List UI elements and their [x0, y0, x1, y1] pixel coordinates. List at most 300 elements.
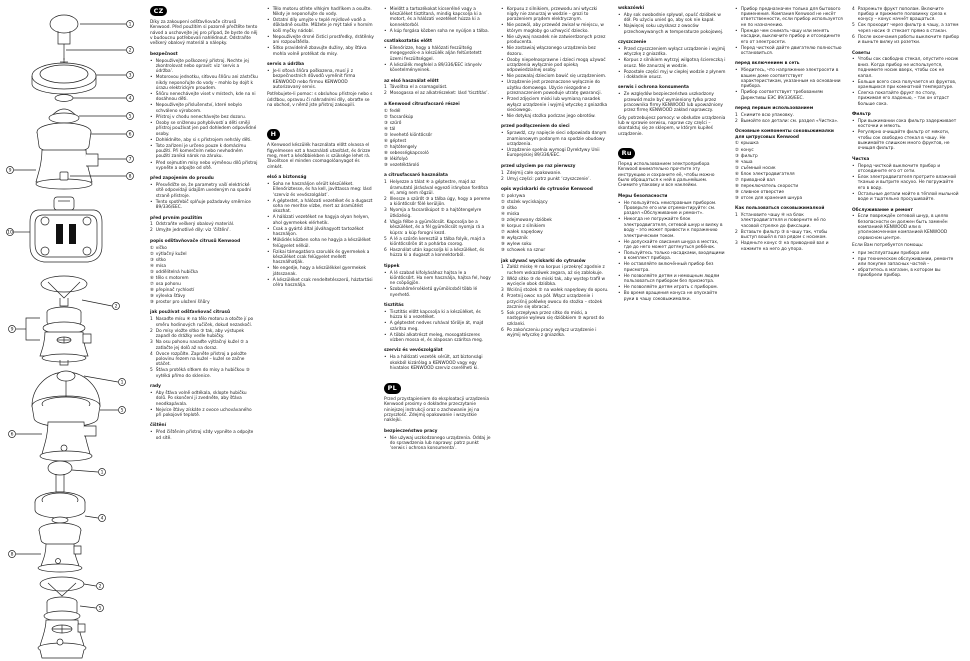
list-item-text: Прибор соответствует требованиям Директивы ЕЭС 89/336/EEC. [740, 90, 823, 101]
callout-number: 10 [7, 230, 13, 236]
list-item-text: Ne engedje, hogy a készülékkel gyermekek játsszanak. [272, 266, 366, 277]
list-item [501, 58, 609, 74]
list-marker: 6 [384, 248, 387, 254]
list-item [150, 329, 258, 340]
section-heading: popis odšťavňovače citrusů Kenwood [150, 238, 241, 244]
list-item [501, 294, 609, 310]
list-marker: • [618, 262, 621, 268]
manual-list [384, 109, 492, 169]
list-marker: 1 [150, 317, 153, 323]
list-item [735, 29, 843, 45]
list-marker: ⑩ [150, 300, 154, 306]
list-item-text: Szobahőmérsékletű gyümölcsből több lé nyerhető. [389, 287, 478, 298]
list-marker: • [852, 191, 855, 197]
list-item [384, 145, 492, 150]
list-item-text: sitko [506, 205, 517, 211]
list-item-text: Przed zdjęciem miski lub wymianą nasadek wyłącz urządzenie i wyjmij wtyczkę z gniazdka sieciowego. [506, 97, 608, 113]
list-item [384, 139, 492, 144]
list-item-text: Po zakończeniu pracy wyłącz urządzenie i wyjmij wtyczkę z gniazdka. [506, 327, 597, 339]
list-item [150, 103, 258, 114]
list-item-text: fedél [389, 108, 401, 114]
list-item-text: съёмный носик [740, 165, 776, 171]
list-marker: 6 [852, 34, 855, 40]
list-item [384, 91, 492, 96]
list-item-text: Umyj części: patrz punkt ‘czyszczenie’. [506, 176, 591, 182]
section-heading: przed podłączeniem do sieci [501, 124, 570, 130]
list-item [501, 23, 609, 34]
list-item-text: Urządzenie spełnia wymogi Dyrektywy Unii Europejskiej 89/336/EEC. [506, 148, 600, 159]
list-item-text: Nyomja a facsarókúpot ② a hajtótengelyre ütközésig. [389, 208, 482, 219]
list-item [735, 141, 843, 146]
section-heading: bezpečnost [150, 51, 178, 57]
list-item-text: Перед чисткой дайте двигателю полностью остановиться. [740, 45, 842, 56]
list-marker: ⑨ [735, 189, 739, 195]
list-marker: ⑦ [501, 230, 505, 236]
callout-number: 1 [120, 380, 124, 386]
list-item-text: Ovoce rozpůlte. Zapněte přístroj a položte polovinu řezem na kužel – kužel se začne otáčet. [155, 351, 247, 368]
list-item [150, 340, 258, 351]
language-badge-ru: Ru [618, 148, 635, 158]
badge-row [618, 148, 726, 158]
list-item-text: Tělo motoru otřete vlhkým hadříkem a osušte. Nikdy je neponořujte do vody. [272, 6, 372, 18]
section-heading: az első használat előtt [384, 78, 439, 84]
list-item [501, 200, 609, 205]
list-marker: • [150, 390, 153, 396]
manual-list [735, 7, 843, 57]
list-item [150, 246, 258, 251]
list-item [501, 277, 609, 288]
list-item [150, 368, 258, 379]
callout-number: 1 [128, 22, 132, 28]
list-marker: • [618, 69, 621, 75]
section-heading: a citrusfacsaró használata [384, 173, 448, 179]
list-item [384, 180, 492, 196]
callout-number: 3 [128, 73, 132, 79]
manual-list [384, 310, 492, 344]
list-item-text: Наденьте конус ② на приводной вал и нажмите на него до упора. [740, 241, 829, 252]
list-item-text: Nie używaj nasadek nie zatwierdzonych przez producenta. [506, 34, 606, 46]
list-item-text: Osoby se sníženou pohyblivostí a děti smějí přístroj používat jen pod dohledem odpovědné osoby. [155, 120, 257, 137]
text-columns [150, 0, 960, 661]
figure-exploded-juicer [7, 15, 134, 189]
column-polish-russian [618, 0, 726, 661]
badge-row [267, 129, 375, 139]
list-item-text: Přístroj v chodu nenechávejte bez dozoru. [155, 114, 247, 120]
list-marker: • [501, 23, 504, 29]
list-marker: • [735, 68, 738, 74]
list-marker: • [267, 34, 270, 40]
list-item [501, 236, 609, 241]
list-item [150, 138, 258, 143]
list-item-text: Установите чашу ④ на блок электродвигателя и поверните её по часовой стрелке до фиксации. [740, 213, 826, 229]
list-item-text: Nie pozwól, aby przewód zwisał w miejscu, w którym mogłoby go uchwycić dziecko. [506, 23, 604, 34]
list-item [852, 91, 960, 107]
list-item [852, 23, 960, 34]
list-item-text: Osoby niepełnosprawne i dzieci mogą używać urządzenia wyłącznie pod opieką odpowiedzialnej osoby. [506, 57, 606, 74]
list-item [267, 238, 375, 249]
list-item-text: Не позволяйте детям и немощным людям пользоваться прибором без присмотра. [623, 273, 720, 285]
manual-list [852, 57, 960, 107]
list-marker: • [618, 12, 621, 18]
list-item [267, 46, 375, 57]
list-item-text: Остальные детали мойте в тёплой мыльной воде и тщательно просушивайте. [857, 191, 959, 203]
diagram-strip [0, 0, 148, 661]
list-marker: • [384, 435, 387, 441]
list-item-text: Не позволяйте детям играть с прибором. [623, 285, 718, 291]
list-marker: • [852, 256, 855, 262]
list-item [618, 251, 726, 262]
list-marker: • [267, 46, 270, 52]
list-item [501, 35, 609, 46]
list-item-text: Przetnij owoc na pół. Włącz urządzenie i przyciśnij połówkę owocu do stożka – stożek zacznie się obracać. [506, 294, 603, 311]
section-heading: rady [150, 384, 161, 390]
list-marker: • [618, 239, 621, 245]
section-heading: před prvním použitím [150, 215, 203, 221]
list-item [384, 121, 492, 126]
list-item-text: Прежде чем снимать чашу или менять насадки, выключите прибор и отсоедините его от электросети. [740, 28, 841, 45]
list-item-text: hajtótengely [389, 144, 417, 150]
list-marker: • [384, 6, 387, 12]
list-marker: 1 [501, 170, 504, 176]
list-marker: ② [501, 199, 505, 205]
list-item-text: lékifolyó [389, 157, 408, 163]
list-marker: ④ [501, 211, 505, 217]
list-marker: • [267, 18, 270, 24]
list-marker: • [735, 45, 738, 51]
list-item [384, 133, 492, 138]
list-item [150, 276, 258, 281]
list-item [852, 251, 960, 256]
list-item-text: Před sejmutím mísy nebo výměnou dílů přístroj vypněte a odpojte od sítě. [155, 160, 258, 171]
list-item [501, 114, 609, 119]
list-item [618, 13, 726, 24]
list-item [150, 59, 258, 75]
manual-paragraph: A Kenwood készülék használata előtt olvassa el figyelmesen ezt a használati utasítást, és őrizze meg, mert a későbbiekben is szüksége lehet rá. Távolítson el minden csomagolóanyagot és címkét. [267, 143, 371, 170]
list-item [501, 7, 609, 23]
list-item [150, 282, 258, 287]
list-marker: ⑦ [384, 144, 388, 150]
list-marker: • [150, 199, 153, 205]
manual-list [735, 68, 843, 101]
list-item-text: Távolítsa el a csomagolást. [389, 85, 448, 91]
list-item-text: Před čištěním přístroj vždy vypněte a odpojte od sítě. [155, 430, 254, 441]
list-marker: • [150, 183, 153, 189]
list-marker: ⑥ [501, 224, 505, 230]
list-marker: • [852, 214, 855, 220]
list-item [735, 172, 843, 177]
list-item-text: wałek napędowy [506, 230, 543, 236]
list-marker: • [618, 46, 621, 52]
list-item-text: schowek na sznur [506, 248, 546, 254]
list-marker: ⑧ [150, 288, 154, 294]
list-marker: • [150, 75, 153, 81]
list-item-text: Wciśnij stożek ② na wałek napędowy do oporu. [506, 288, 609, 294]
list-marker: 2 [501, 176, 504, 182]
list-marker: 2 [150, 328, 153, 334]
list-item [267, 227, 375, 238]
list-item-text: Mielőtt a tartozékokat kicserélné vagy a készüléket tisztítaná, mindig kapcsolja ki a motort, és a hálózati vezetéket húzza ki a konnektorból. [389, 6, 482, 28]
list-marker: • [267, 249, 270, 255]
list-marker: ⑨ [150, 294, 154, 300]
list-marker: • [501, 6, 504, 12]
list-item [150, 92, 258, 103]
list-item-text: переключатель скорости [740, 183, 799, 189]
figure-funnel-assembly [9, 276, 120, 365]
list-marker: • [852, 130, 855, 136]
list-marker: • [150, 430, 153, 436]
list-item-text: korpus z silnikiem [506, 224, 546, 230]
list-item [150, 300, 258, 305]
list-item-text: A lé szabad kifolyásához hajtsa le a kiöntőcsőrt. Ha nem használja, hajtsa fel, hogy ne csöpögjön. [389, 270, 491, 287]
list-item [150, 252, 258, 257]
list-marker: 3 [150, 340, 153, 346]
list-marker: ② [384, 114, 388, 120]
list-item-text: Пользуйтесь только насадками, входящими в комплект прибора. [623, 250, 725, 262]
list-marker: ⑩ [735, 195, 739, 201]
list-item [384, 115, 492, 120]
section-heading: czyszczenie [618, 39, 647, 45]
list-item [384, 208, 492, 219]
figure-2-callouts [7, 229, 31, 236]
list-marker: ① [501, 193, 505, 199]
list-item-text: Odstraňte veškerý obalový materiál. [155, 222, 235, 228]
list-marker: 5 [501, 311, 504, 317]
list-marker: 3 [735, 241, 738, 247]
list-item [501, 242, 609, 247]
list-item-text: Nepoužívejte drsné čisticí prostředky, drátěnky ani rozpouštědla. [272, 34, 374, 46]
list-item [501, 288, 609, 293]
manual-list [735, 113, 843, 124]
list-item-text: крышка [740, 141, 759, 147]
section-heading: před zapojením do proudu [150, 176, 214, 182]
list-item [618, 58, 726, 69]
list-marker: ⑤ [735, 165, 739, 171]
manual-list [852, 7, 960, 46]
list-item [150, 75, 258, 91]
list-item-text: фильтр [740, 153, 758, 159]
language-badge-cz: CZ [150, 6, 167, 16]
section-heading: jak používat odšťavňovač citrusů [150, 310, 231, 316]
list-item-text: Не оставляйте включённый прибор без присмотра. [623, 262, 714, 273]
manual-list [150, 430, 258, 441]
list-item-text: Прибор предназначен только для бытового применения. Компания Kenwood не несёт ответственности, если прибор используется не по назначению. [740, 6, 843, 28]
list-item-text: zdejmowany dzióbek [506, 218, 552, 224]
figure-exploded-juicer-small [9, 461, 106, 572]
manual-list [384, 180, 492, 258]
list-item-text: Убедитесь, что напряжение электросети в вашем доме соответствует характеристикам, указанным на основании прибора. [740, 68, 841, 90]
callout-number: 8 [128, 174, 132, 180]
list-item-text: Motorovou jednotku, síťovou šňůru ani zástrčku nikdy neponořujte do vody – mohlo by dojít k úrazu elektrickým proudem. [155, 75, 258, 92]
list-item-text: Слегка покатайте фрукт по столу, прижимая его ладонью, – так он отдаст больше сока. [857, 90, 950, 107]
list-item [267, 18, 375, 34]
list-item-text: prostor pro uložení šňůry [155, 300, 210, 306]
list-item [267, 266, 375, 277]
list-item [852, 119, 960, 130]
list-item [735, 190, 843, 195]
list-marker: • [618, 250, 621, 256]
section-heading: bezpieczeństwo pracy [384, 428, 438, 434]
list-item-text: oddělitelná hubička [155, 269, 198, 275]
list-item-text: Не допускайте свисания шнура в местах, где до него может дотянуться ребёнок. [623, 239, 719, 250]
list-marker: • [384, 309, 387, 315]
callout-number: 4 [100, 516, 104, 522]
list-item [735, 166, 843, 171]
list-item-text: Ellenőrizze, hogy a hálózati feszültség megegyezik-e a készülék alján feltüntetett üzemi feszültséggel. [389, 46, 482, 62]
list-marker: ⑧ [501, 236, 505, 242]
list-marker: • [735, 28, 738, 34]
list-item-text: Ha a hálózati vezeték sérült, azt biztonsági okokból kizárólag a KENWOOD vagy egy hivatalos KENWOOD szerviz cserélheti ki. [389, 355, 483, 372]
list-item-text: Aby sok swobodnie spływał, opuść dzióbek w dół. Po użyciu unieś go, aby sok nie kapał. [623, 12, 721, 24]
column-polish [501, 0, 609, 661]
manual-list [735, 213, 843, 252]
list-item-text: Sok przepływa przez sitko do miski, a następnie wylewa się dzióbkiem ⑤ wprost do szklanki. [506, 311, 605, 327]
list-marker: • [501, 148, 504, 153]
list-item-text: tělo s motorem [155, 275, 189, 281]
list-item [150, 430, 258, 441]
list-item [150, 115, 258, 120]
list-item-text: Nepoužívejte příslušenství, které nebylo schváleno výrobcem. [155, 103, 243, 114]
list-marker: • [150, 120, 153, 126]
list-item-text: Блок электродвигателя протрите влажной тканью и вытрите насухо. Не погружайте его в воду. [857, 175, 957, 191]
callout-number: 6 [10, 432, 14, 438]
list-item-text: приводной вал [740, 177, 775, 183]
list-item [735, 241, 843, 252]
list-item-text: Не пользуйтесь неисправным прибором. Проверьте его или отремонтируйте: см. раздел «Обслуживание и ремонт». [623, 200, 717, 217]
list-item [852, 214, 960, 241]
list-marker: • [501, 114, 504, 120]
list-item-text: Nejvíce šťávy získáte z ovoce uchovávaného při pokojové teplotě. [155, 407, 252, 419]
list-item-text: Használat után kapcsolja ki a készüléket, és húzza ki a dugaszt a konnektorból. [389, 248, 485, 259]
section-heading: przed użyciem po raz pierwszy [501, 163, 576, 169]
list-item [267, 250, 375, 266]
list-item [618, 217, 726, 238]
list-item-text: Włóż sitko ③ do miski tak, aby występ trafił w wycięcie obok dzióbka. [506, 276, 605, 288]
list-item [501, 171, 609, 176]
manual-list [501, 265, 609, 338]
list-marker: ① [150, 245, 154, 251]
figure-6-callouts [80, 583, 104, 612]
list-marker: • [852, 250, 855, 256]
list-marker: 5 [150, 368, 153, 374]
list-item-text: Šňůru nenechávejte viset v místech, kde na ni dosáhnou děti. [155, 92, 256, 103]
manual-paragraph: Перед использованием электроприбора Kenwood внимательно прочтите эту инструкцию и сохраните её, чтобы можно было обращаться к ней в дальнейшем. Снимите упаковку и все наклейки. [618, 162, 715, 189]
list-item [267, 199, 375, 215]
list-item-text: конус [740, 147, 754, 153]
section-heading: első a biztonság [267, 175, 307, 181]
section-heading: tippek [384, 263, 400, 269]
list-item [267, 7, 375, 18]
list-item-text: Nepoužívejte poškozený přístroj. Nechte jej zkontrolovat nebo opravit: viz ‘servis a údržba’. [155, 58, 249, 75]
list-item-text: A többi alkatrészt meleg, mosogatószeres vízben mossa el, és alaposan szárítsa meg. [389, 332, 484, 344]
list-item [150, 121, 258, 137]
list-item [150, 228, 258, 233]
manual-paragraph: Díky za zakoupení odšťavňovače citrusů Kenwood. Před použitím si pozorně přečtěte tento návod a uschovejte jej pro případ, že byste do něj v budoucnu potřebovali nahlédnout. Odstraňte veškerý obalový materiál a nálepky. [150, 19, 258, 47]
section-heading: перед включением в сеть [735, 61, 800, 67]
list-item-text: Csak a gyártó által jóváhagyott tartozékot használjon. [272, 226, 364, 238]
list-item-text: výlevka šťávy [155, 294, 186, 300]
list-item-text: Do mísy vložte sítko ③ tak, aby výstupek zapadl do drážky vedle hubičky. [155, 328, 244, 340]
list-item-text: Вымойте все детали: см. раздел «Чистка». [740, 118, 839, 124]
list-item-text: Dohlédněte, aby si s přístrojem nehrály děti. [155, 137, 252, 143]
list-item-text: wyłącznik [506, 236, 528, 242]
list-item-text: Nie dotykaj stożka podczas jego obrotów. [506, 114, 596, 120]
list-marker: ② [150, 251, 154, 257]
list-item-text: Если повреждён сетевой шнур, в целях безопасности он должен быть заменён компанией KENWOOD или в уполномоченном компанией KENWOOD сервисном центре. [857, 214, 949, 241]
list-item-text: при техническом обслуживании, ремонте или покупке запасных частей – [857, 256, 954, 267]
list-marker: ⑧ [384, 150, 388, 156]
callout-number: 6 [128, 132, 132, 138]
list-item [501, 177, 609, 182]
list-item [501, 230, 609, 235]
manual-list [150, 317, 258, 379]
list-item-text: Šťáva protéká sítkem do mísy a hubičkou ⑤ vytéká přímo do sklenice. [155, 368, 250, 379]
list-item [150, 270, 258, 275]
manual-list [150, 59, 258, 172]
list-marker: • [384, 321, 387, 327]
list-marker: 2 [150, 228, 153, 234]
spacer [267, 110, 375, 124]
list-item [384, 310, 492, 321]
list-marker: ⑩ [384, 163, 388, 169]
list-marker: ④ [150, 263, 154, 269]
list-item [501, 328, 609, 339]
spacer [384, 372, 492, 378]
list-item [384, 220, 492, 236]
list-item-text: levehető kiöntőcsőr [389, 132, 433, 138]
list-item [852, 164, 960, 175]
list-item-text: Tisztítás előtt kapcsolja ki a készüléket, és húzza ki a vezetéket. [389, 309, 481, 321]
list-item [384, 321, 492, 332]
list-item [852, 35, 960, 46]
manual-list [267, 69, 375, 90]
section-heading: a Kenwood citrusfacsaró részei [384, 101, 460, 107]
list-item-text: výtlačný kužel [155, 251, 187, 257]
list-item-text: Je-li síťová šňůra poškozena, musí ji z bezpečnostních důvodů vyměnit firma KENWOOD nebo firmou KENWOOD autorizovaný servis. [272, 68, 356, 90]
list-item-text: Működés közben soha ne hagyja a készüléket felügyelet nélkül. [272, 238, 371, 249]
list-item-text: Toto zařízení je určeno pouze k domácímu použití. Při komerčním nebo nevhodném použití zaniká nárok na záruku. [155, 143, 247, 160]
list-marker: ⑥ [150, 275, 154, 281]
list-item-text: чаша [740, 159, 753, 165]
list-item-text: osa pohonu [155, 281, 181, 287]
list-item [618, 262, 726, 273]
manual-list [735, 141, 843, 201]
list-item [852, 175, 960, 191]
column-russian [735, 0, 843, 661]
list-marker: 6 [501, 327, 504, 333]
list-marker: ⑦ [735, 177, 739, 183]
list-item-text: Fizikai támogatásra szorulók és gyermekek a készüléket csak felügyelet mellett használhatják. [272, 249, 370, 266]
list-item-text: Przed czyszczeniem wyłącz urządzenie i wyjmij wtyczkę z gniazdka. [623, 46, 726, 58]
section-heading: Обслуживание и ремонт [852, 207, 913, 213]
list-marker: • [501, 34, 504, 40]
section-heading: serwis i ochrona konsumenta [618, 85, 689, 91]
list-item [618, 24, 726, 35]
manual-list [384, 355, 492, 371]
list-item [501, 265, 609, 276]
list-item [501, 131, 609, 147]
list-marker: 2 [735, 118, 738, 124]
list-marker: 2 [384, 197, 387, 203]
list-marker: • [384, 270, 387, 276]
list-item-text: Vágja félbe a gyümölcsöt. Kapcsolja be a készüléket, és a fél gyümölcsöt nyomja rá a kúpra: a kúp forogni kezd. [389, 219, 485, 236]
list-marker: • [852, 163, 855, 169]
list-item-text: Ostatní díly umyjte v teplé mýdlové vodě a důkladně osušte. Můžete je mýt také v horním koši myčky nádobí. [272, 18, 373, 34]
list-item-text: отсек для хранения шнура [740, 195, 803, 201]
manual-list [852, 251, 960, 279]
list-item [852, 268, 960, 279]
list-item [384, 151, 492, 156]
list-item [150, 391, 258, 407]
